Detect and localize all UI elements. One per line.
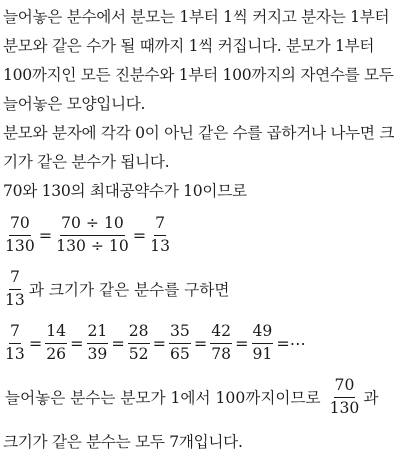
numerator: 14 [45,324,67,344]
denominator: 130 [329,398,360,417]
equivalent-intro [3,266,231,312]
equals-sign: = [70,333,84,353]
equals-ellipsis: =⋯ [276,333,306,353]
conclusion-line [3,374,380,420]
denominator: 130 ÷ 10 [56,236,129,255]
denominator: 13 [5,290,25,309]
explanation-paragraph-1: 늘어놓은 분수에서 분모는 1부터 1씩 커지고 분자는 1부터 분모와 같은 수가 될 때까지 1씩 커집니다. 분모가 1부터 100까지인 모든 진분수와 1부터 100까지의 자연수를 모두 늘어놓은 모양입니다. [3,8,394,113]
conclusion-prefix: 늘어놓은 분수는 분모가 1에서 100까지이므로 [5,389,321,407]
denominator: 65 [170,344,190,363]
fraction-21-39 [87,321,109,363]
equals-sign: = [235,333,249,353]
equivalent-fractions-chain [3,320,308,366]
equivalent-intro-text: 과 크기가 같은 분수를 구하면 [28,281,230,299]
denominator: 13 [150,236,171,255]
fraction-7-13 [4,267,26,309]
numerator: 70 ÷ 10 [60,216,125,236]
numerator: 70 [9,216,31,236]
equals-sign: = [38,225,53,245]
explanation-paragraph-2: 분모와 분자에 각각 0이 아닌 같은 수를 곱하거나 나누면 크기가 같은 분수가 됩니다. [3,124,395,171]
numerator: 7 [9,270,21,290]
fraction-7-13 [149,213,171,255]
equals-sign: = [152,333,166,353]
denominator: 130 [5,236,35,255]
equals-sign: = [193,333,208,353]
denominator: 13 [5,344,25,363]
fraction-42-78 [210,321,232,363]
numerator: 35 [169,324,191,344]
fraction-7-13 [4,321,26,363]
equals-sign: = [132,225,147,245]
numerator: 70 [334,378,356,398]
fraction-70-130 [4,213,36,255]
fraction-28-52 [128,321,150,363]
fraction-70-130 [329,375,361,417]
numerator: 21 [87,324,109,344]
denominator: 52 [128,344,149,363]
equals-sign: = [111,333,125,353]
fraction-division [55,213,130,255]
conclusion-suffix: 과 [363,389,379,407]
numerator: 7 [9,324,21,344]
numerator: 42 [210,324,232,344]
equals-sign: = [28,333,43,353]
numerator: 7 [154,216,166,236]
reduction-equation [3,212,172,258]
fraction-49-91 [252,321,274,363]
denominator: 26 [46,344,67,363]
denominator: 91 [252,344,273,363]
final-answer: 크기가 같은 분수는 모두 7개입니다. [3,433,243,451]
fraction-14-26 [45,321,67,363]
numerator: 49 [252,324,274,344]
fraction-35-65 [169,321,191,363]
gcd-statement: 70와 130의 최대공약수가 10이므로 [3,182,247,200]
denominator: 78 [211,344,232,363]
denominator: 39 [87,344,108,363]
numerator: 28 [128,324,150,344]
